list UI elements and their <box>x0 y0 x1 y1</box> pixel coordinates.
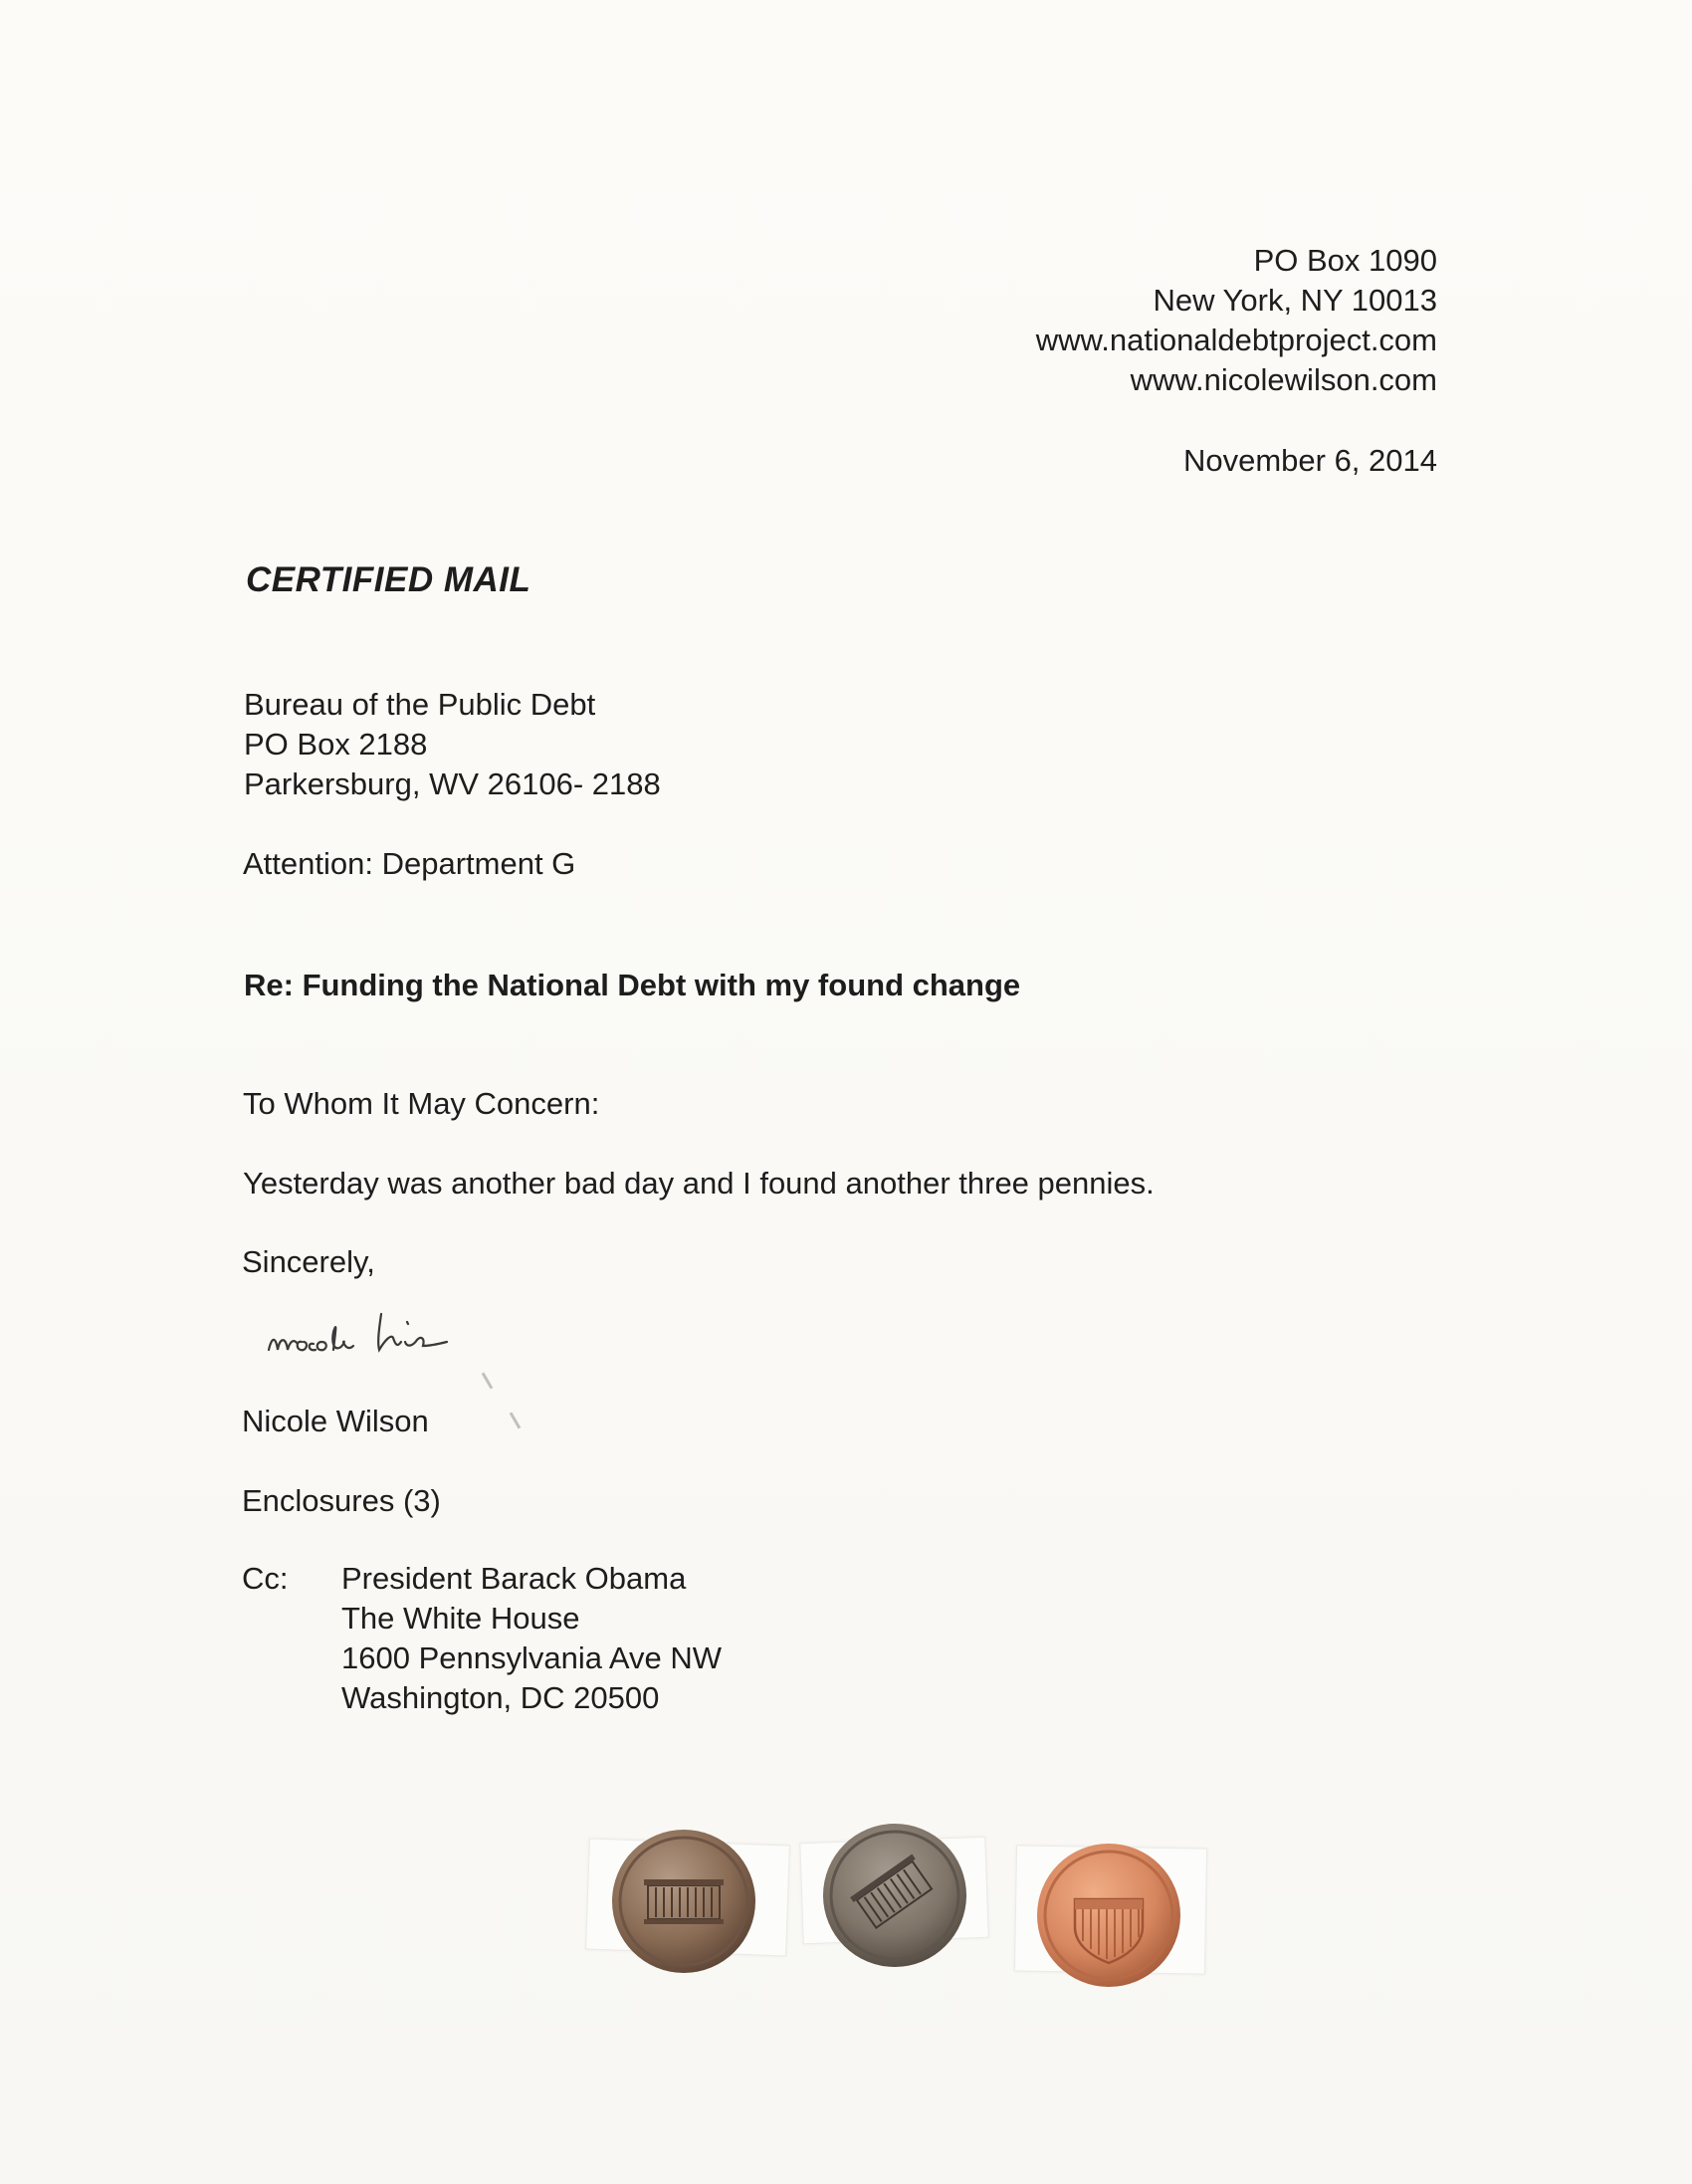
sender-address-line: PO Box 1090 <box>1253 243 1437 278</box>
handwritten-signature <box>264 1292 562 1372</box>
penny-lincoln-memorial-bronze <box>610 1828 757 1975</box>
signature-drawing <box>264 1292 562 1372</box>
certified-mail-heading: CERTIFIED MAIL <box>246 560 531 599</box>
paper-mark <box>482 1372 494 1389</box>
cc-address-line: Washington, DC 20500 <box>341 1680 660 1715</box>
penny-union-shield-copper <box>1035 1842 1182 1989</box>
cc-label: Cc: <box>242 1561 289 1596</box>
cc-address <box>341 1559 722 1718</box>
recipient-address <box>244 685 661 804</box>
penny-lincoln-memorial-worn <box>821 1822 968 1969</box>
letter-body: Yesterday was another bad day and I found another three pennies. <box>243 1166 1155 1201</box>
paper-mark <box>510 1412 522 1428</box>
enclosures-note: Enclosures (3) <box>242 1483 441 1518</box>
letter-date: November 6, 2014 <box>1182 443 1437 478</box>
cc-address-line: The White House <box>341 1601 580 1636</box>
recipient-address-line: PO Box 2188 <box>244 727 428 762</box>
attention-line: Attention: Department G <box>243 846 576 881</box>
sender-website-line: www.nationaldebtproject.com <box>1035 323 1437 357</box>
recipient-address-line: Parkersburg, WV 26106- 2188 <box>244 766 661 801</box>
cc-address-line: President Barack Obama <box>341 1561 687 1596</box>
signer-name: Nicole Wilson <box>242 1404 429 1438</box>
sender-address-line: New York, NY 10013 <box>1153 283 1437 318</box>
cc-address-line: 1600 Pennsylvania Ave NW <box>341 1640 722 1675</box>
salutation: To Whom It May Concern: <box>243 1086 600 1121</box>
sender-address <box>1036 241 1437 400</box>
closing: Sincerely, <box>242 1244 375 1279</box>
sender-website-line: www.nicolewilson.com <box>1130 362 1437 397</box>
recipient-address-line: Bureau of the Public Debt <box>244 687 596 722</box>
taped-pennies <box>577 1802 1224 2021</box>
subject-line: Re: Funding the National Debt with my found change <box>244 968 1021 1002</box>
